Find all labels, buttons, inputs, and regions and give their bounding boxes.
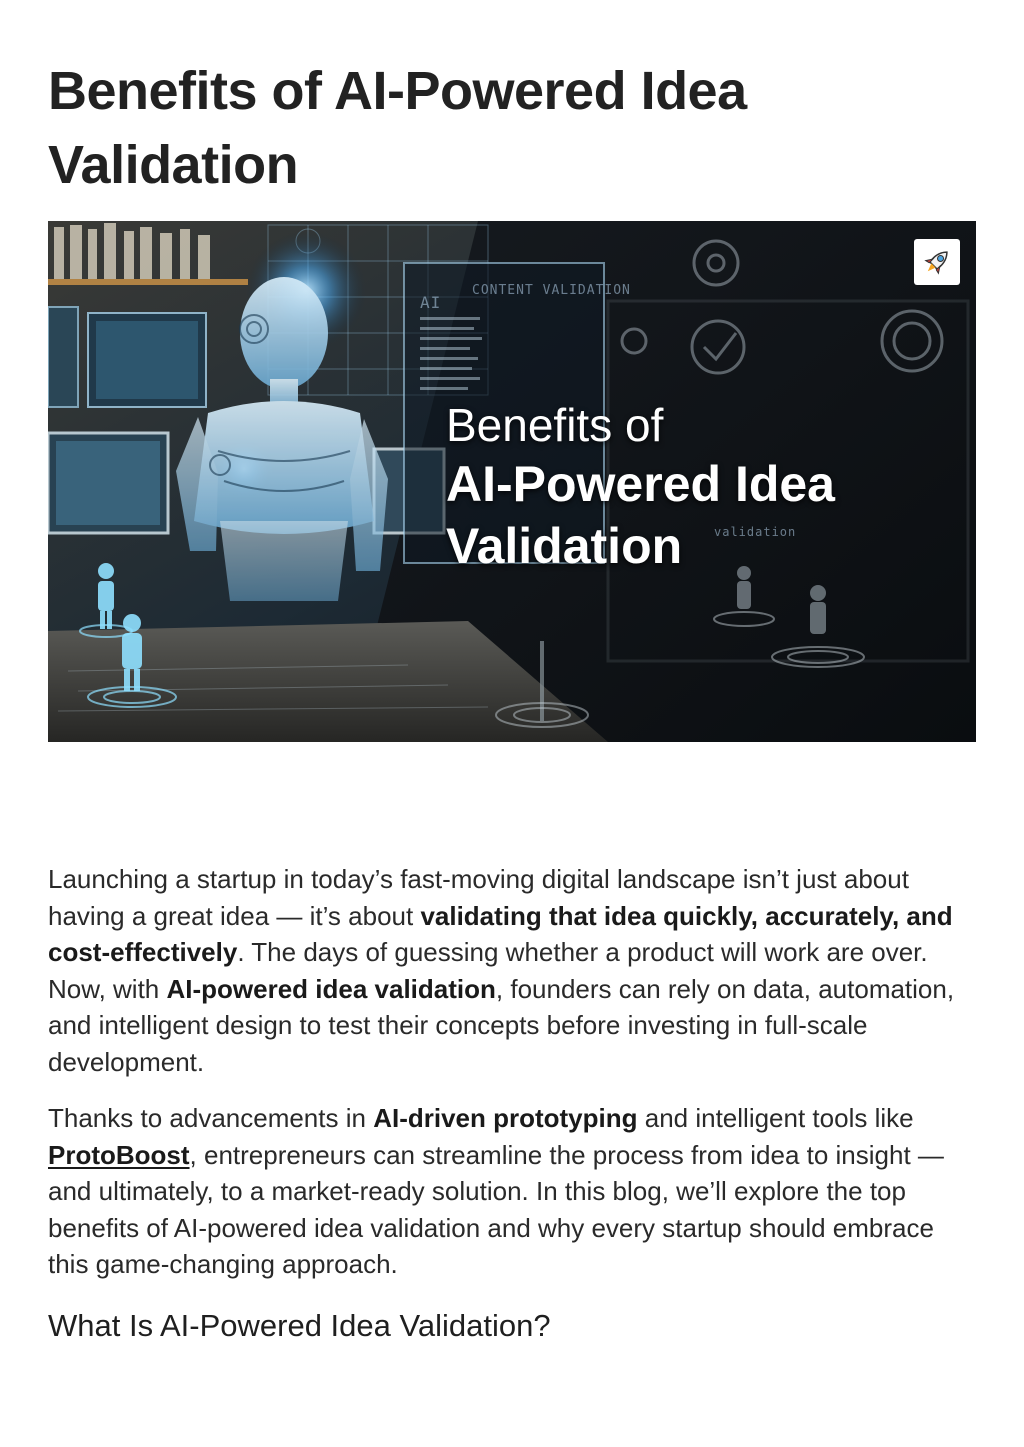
- page-title: Benefits of AI-Powered Idea Validation: [48, 61, 747, 195]
- paragraph-emphasis: AI-powered idea validation: [166, 973, 496, 1004]
- hud-label-ai: AI: [420, 293, 442, 312]
- hud-label-validation: validation: [714, 525, 797, 539]
- paragraph-text: , founders can rely on data, automation, and intelligent design to test their concepts before investing in full-scale development.: [48, 973, 955, 1077]
- section-heading: What Is AI-Powered Idea Validation?: [48, 1308, 551, 1343]
- paragraph-text: , entrepreneurs can streamline the process from idea to insight — and ultimately, to a market-ready solution. In this blog, we’ll explore the top benefits of AI-powered idea validation and why every startup should embrace this game-changing approach.: [48, 1139, 944, 1279]
- hud-label-content-validation: CONTENT VALIDATION: [472, 283, 631, 298]
- paragraph-emphasis: AI-driven prototyping: [373, 1103, 638, 1133]
- paragraph-text: and intelligent tools like: [637, 1103, 914, 1133]
- paragraph-text: Thanks to advancements in: [48, 1103, 374, 1133]
- protoboost-link[interactable]: ProtoBoost: [48, 1139, 190, 1170]
- paragraph-emphasis: validating that idea quickly, accurately, and cost-effectively: [48, 900, 953, 967]
- hero-line-3: Validation: [446, 518, 683, 574]
- hero-line-2: AI-Powered Idea: [446, 456, 835, 512]
- hero-line-1: Benefits of: [446, 399, 664, 451]
- rocket-icon: [920, 245, 954, 279]
- hero-image: [48, 221, 976, 742]
- hero-headline: [446, 397, 835, 577]
- second-paragraph: [48, 1100, 978, 1283]
- intro-paragraph: [48, 861, 978, 1080]
- paragraph-text: . The days of guessing whether a product will work are over. Now, with: [48, 937, 928, 1004]
- rocket-badge: [914, 239, 960, 285]
- paragraph-text: Launching a startup in today’s fast-moving digital landscape isn’t just about having a great idea — it’s about: [48, 864, 909, 931]
